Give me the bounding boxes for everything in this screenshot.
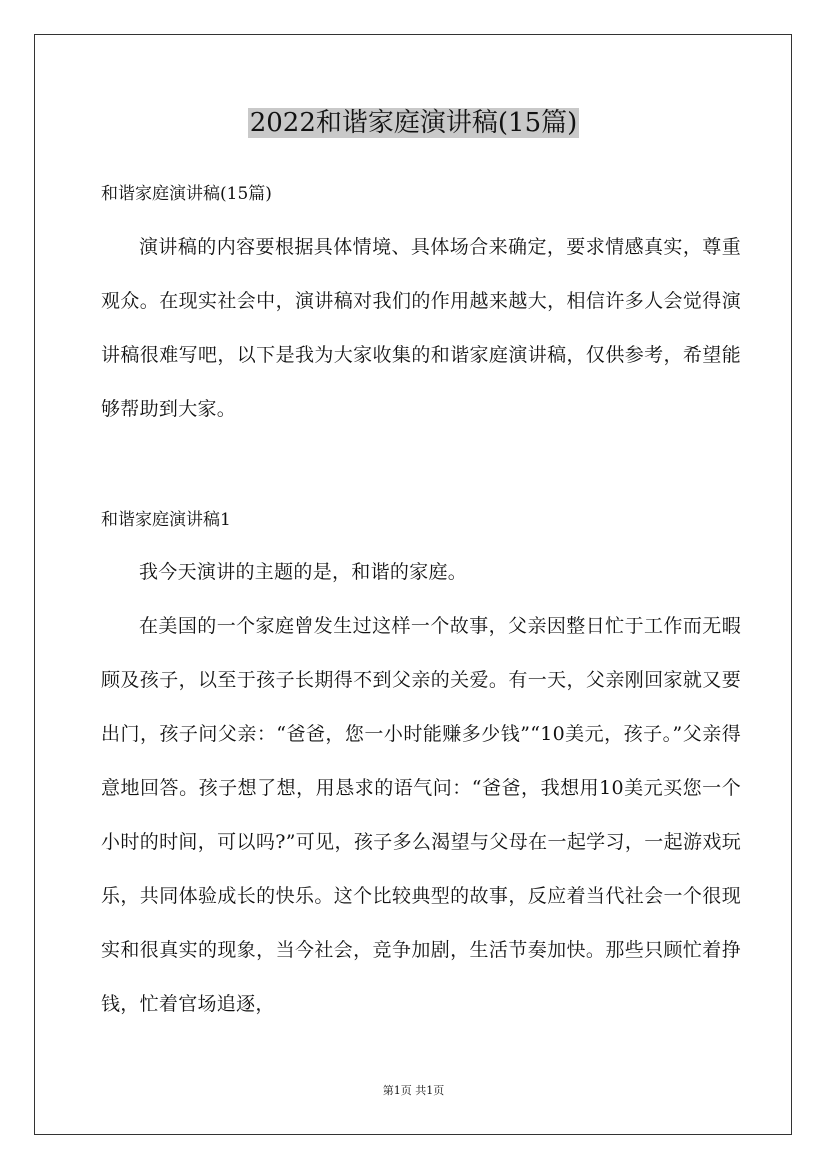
- section-1-heading: 和谐家庭演讲稿1: [101, 510, 231, 530]
- document-title-text: 2022和谐家庭演讲稿(15篇): [249, 108, 578, 138]
- page-footer: 第1页 共1页: [382, 1084, 445, 1097]
- section-1-paragraph-2: 在美国的一个家庭曾发生过这样一个故事，父亲因整日忙于工作而无暇顾及孩子，以至于孩子长期得不到父亲的关爱。有一天，父亲刚回家就又要出门，孩子问父亲：“爸爸，您一小时能赚多少钱”“10美元，孩子。”父亲得意地回答。孩子想了想，用恳求的语气问：“爸爸，我想用10美元买您一个小时的时间，可以吗?”可见，孩子多么渴望与父母在一起学习，一起游戏玩乐，共同体验成长的快乐。这个比较典型的故事，反应着当代社会一个很现实和很真实的现象，当今社会，竞争加剧，生活节奏加快。那些只顾忙着挣钱，忙着官场追逐，: [101, 615, 741, 1015]
- section-1-paragraph-1: 我今天演讲的主题的是，和谐的家庭。: [139, 561, 468, 583]
- document-title: [0, 104, 827, 142]
- intro-heading: 和谐家庭演讲稿(15篇): [101, 184, 272, 204]
- intro-paragraph: 演讲稿的内容要根据具体情境、具体场合来确定，要求情感真实，尊重观众。在现实社会中，演讲稿对我们的作用越来越大，相信许多人会觉得演讲稿很难写吧，以下是我为大家收集的和谐家庭演讲稿，仅供参考，希望能够帮助到大家。: [101, 236, 741, 420]
